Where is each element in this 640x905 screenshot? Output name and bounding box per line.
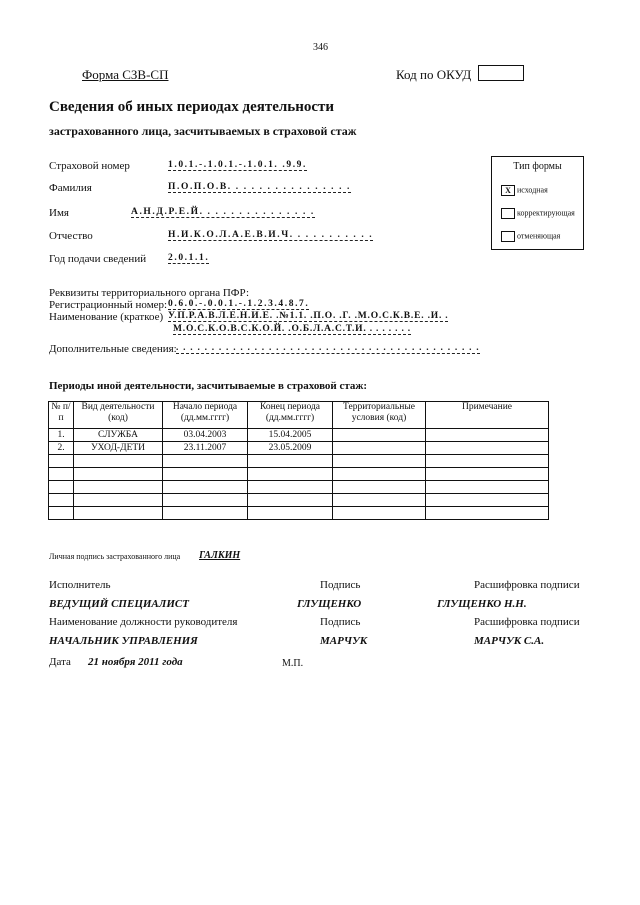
form-type-option-cancelling[interactable]: отменяющая — [501, 231, 560, 242]
row-territorial — [333, 442, 426, 455]
row-note — [426, 429, 549, 442]
executor-decode-label: Расшифровка подписи — [474, 579, 580, 591]
table-row-empty — [49, 507, 549, 520]
surname-label: Фамилия — [49, 182, 92, 194]
additional-value: . . . . . . . . . . . . . . . . . . . . . . . . . . . . . . . . . . . . . . . . . . . — [176, 343, 480, 353]
checkbox-cancelling[interactable] — [501, 231, 515, 242]
checkbox-original[interactable]: X — [501, 185, 515, 196]
page-number: 346 — [313, 42, 328, 53]
col-end: Конец периода (дд.мм.гггг) — [248, 402, 333, 429]
year-value: 2.0.1.1. — [168, 253, 210, 263]
row-territorial — [333, 429, 426, 442]
executor-label: Исполнитель — [49, 579, 111, 591]
form-type-title: Тип формы — [513, 161, 562, 172]
document-subtitle: застрахованного лица, засчитываемых в страховой стаж — [49, 124, 357, 138]
row-note — [426, 442, 549, 455]
patronymic-value: Н.И.К.О.Л.А.Е.В.И.Ч. . . . . . . . . . . — [168, 230, 374, 240]
table-row-empty — [49, 468, 549, 481]
document-title: Сведения об иных периодах деятельности — [49, 99, 335, 115]
row-number: 1. — [49, 429, 74, 442]
table-header-row — [49, 402, 549, 429]
row-start: 23.11.2007 — [163, 442, 248, 455]
name-label: Имя — [49, 207, 69, 219]
checkbox-corrective[interactable] — [501, 208, 515, 219]
date-value: 21 ноября 2011 года — [88, 656, 183, 668]
form-label: Форма СЗВ-СП — [82, 67, 169, 82]
table-row-empty — [49, 494, 549, 507]
pfr-heading: Реквизиты территориального органа ПФР: — [49, 287, 250, 299]
executor-decode: ГЛУЩЕНКО Н.Н. — [437, 598, 527, 610]
col-note: Примечание — [426, 402, 549, 429]
head-decode-label: Расшифровка подписи — [474, 616, 580, 628]
pfr-name-line2: М.О.С.К.О.В.С.К.О.Й. .О.Б.Л.А.С.Т.И. . . . . . . . — [173, 324, 411, 334]
insurance-number: 1.0.1.-.1.0.1.-.1.0.1. .9.9. — [168, 160, 308, 170]
okud-box — [478, 65, 524, 81]
table-heading: Периоды иной деятельности, засчитываемые в страховой стаж: — [49, 380, 368, 392]
row-end: 23.05.2009 — [248, 442, 333, 455]
executor-signature: ГЛУЩЕНКО — [297, 598, 362, 610]
executor-position: ВЕДУЩИЙ СПЕЦИАЛИСТ — [49, 598, 189, 610]
head-signature-label: Подпись — [320, 616, 361, 628]
pfr-name-label: Наименование (краткое) — [49, 311, 164, 323]
form-type-option-original[interactable]: X исходная — [501, 185, 548, 196]
pfr-name-line1: У.П.Р.А.В.Л.Е.Н.И.Е. .№1.1. .П.О. .Г. .М.О.С.К.В.Е. .И. . — [168, 311, 449, 321]
executor-signature-label: Подпись — [320, 579, 361, 591]
head-signature: МАРЧУК — [320, 635, 368, 647]
name-value: А.Н.Д.Р.Е.Й. . . . . . . . . . . . . . . — [131, 207, 315, 217]
okud-label: Код по ОКУД — [396, 67, 472, 82]
form-type-box — [491, 156, 584, 250]
col-start: Начало периода (дд.мм.гггг) — [163, 402, 248, 429]
additional-label: Дополнительные сведения: — [49, 343, 177, 355]
patronymic-label: Отчество — [49, 230, 93, 242]
row-start: 03.04.2003 — [163, 429, 248, 442]
pfr-reg-label: Регистрационный номер: — [49, 299, 168, 311]
row-end: 15.04.2005 — [248, 429, 333, 442]
row-kind: УХОД-ДЕТИ — [74, 442, 163, 455]
periods-table — [48, 401, 549, 520]
form-type-option-corrective[interactable]: корректирующая — [501, 208, 575, 219]
table-row-empty — [49, 455, 549, 468]
col-number: № п/п — [49, 402, 74, 429]
head-label: Наименование должности руководителя — [49, 616, 238, 628]
col-kind: Вид деятельности (код) — [74, 402, 163, 429]
date-label: Дата — [49, 656, 71, 668]
personal-signature-label: Личная подпись застрахованного лица — [49, 552, 181, 561]
year-label: Год подачи сведений — [49, 253, 147, 265]
col-territorial: Территориальные условия (код) — [333, 402, 426, 429]
head-position: НАЧАЛЬНИК УПРАВЛЕНИЯ — [49, 635, 198, 647]
surname-value: П.О.П.О.В. . . . . . . . . . . . . . . . — [168, 182, 352, 192]
personal-signature-value: ГАЛКИН — [199, 550, 241, 561]
insurance-label: Страховой номер — [49, 160, 130, 172]
row-kind: СЛУЖБА — [74, 429, 163, 442]
table-row — [49, 442, 549, 455]
pfr-reg-value: 0.6.0.-.0.0.1.-.1.2.3.4.8.7. — [168, 299, 310, 309]
head-decode: МАРЧУК С.А. — [474, 635, 545, 647]
row-number: 2. — [49, 442, 74, 455]
stamp-label: М.П. — [282, 658, 304, 669]
table-row — [49, 429, 549, 442]
table-row-empty — [49, 481, 549, 494]
